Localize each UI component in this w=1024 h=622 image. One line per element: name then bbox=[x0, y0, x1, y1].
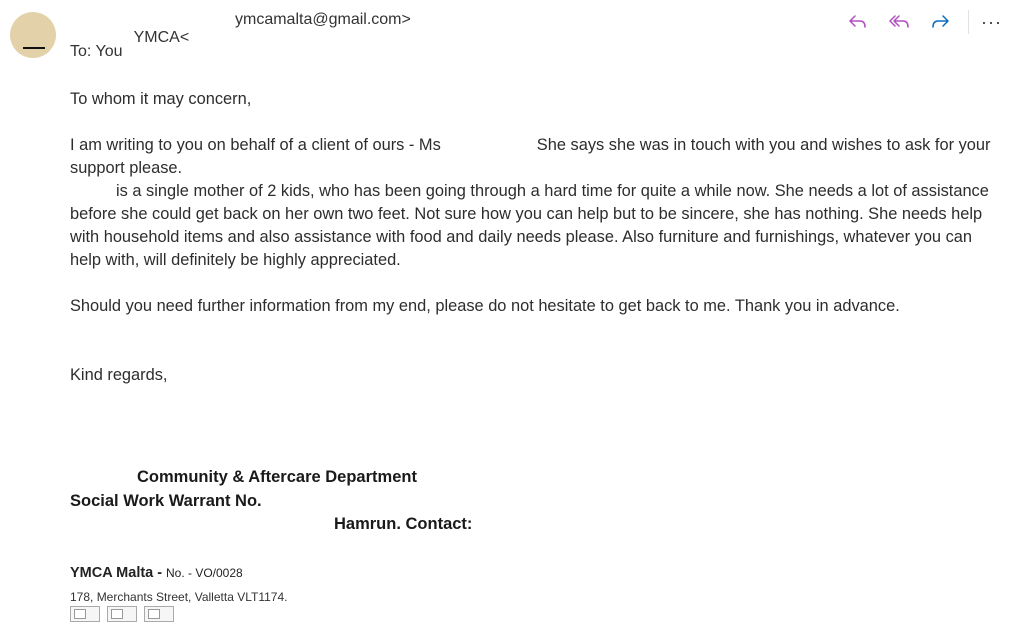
sender-line bbox=[125, 11, 411, 65]
paragraph-1-start: I am writing to you on behalf of a client of ours - Ms bbox=[70, 136, 441, 154]
image-placeholder-icon[interactable] bbox=[70, 606, 100, 622]
recipient-line bbox=[70, 43, 123, 61]
more-icon[interactable]: ··· bbox=[981, 11, 1002, 32]
forward-icon bbox=[931, 13, 951, 31]
to-value: You bbox=[95, 43, 123, 60]
signature-department: Community & Aftercare Department bbox=[137, 468, 417, 486]
sender-email[interactable]: ymcamalta@gmail.com> bbox=[235, 11, 411, 28]
signature-images bbox=[70, 606, 181, 622]
paragraph-2 bbox=[70, 180, 1005, 272]
paragraph-3: Should you need further information from my end, please do not hesitate to get back to me. Thank you in advance. bbox=[70, 297, 900, 315]
reply-all-button[interactable] bbox=[888, 11, 910, 33]
closing: Kind regards, bbox=[70, 366, 168, 384]
signature-contact: Hamrun. Contact: bbox=[334, 515, 473, 533]
reply-all-icon bbox=[888, 13, 910, 31]
actions-divider bbox=[968, 10, 969, 34]
image-placeholder-icon[interactable] bbox=[107, 606, 137, 622]
message-actions bbox=[826, 10, 1002, 34]
message-body bbox=[70, 88, 1005, 387]
org-address: 178, Merchants Street, Valletta VLT1174. bbox=[70, 590, 288, 604]
avatar-mark bbox=[23, 47, 45, 49]
sender-name: YMCA< bbox=[133, 29, 190, 46]
image-placeholder-icon[interactable] bbox=[144, 606, 174, 622]
sender-avatar bbox=[10, 12, 56, 58]
reply-button[interactable] bbox=[846, 11, 868, 33]
forward-button[interactable] bbox=[930, 11, 952, 33]
paragraph-1 bbox=[70, 134, 1005, 180]
paragraph-2-text: is a single mother of 2 kids, who has been going through a hard time for quite a while now. She needs a lot of assistance before she could get back on her own two feet. Not sure how you can help but to be sincere, she has nothing. She needs help with household items and also assistance with food and daily needs please. Also furniture and furnishings, whatever you can help with, will definitely be highly appreciated. bbox=[70, 182, 989, 269]
paragraph-1-end: She says she was in touch with you and wishes to ask for your support please. bbox=[70, 136, 991, 177]
organization-line bbox=[70, 564, 243, 581]
reply-icon bbox=[847, 13, 867, 31]
greeting: To whom it may concern, bbox=[70, 90, 252, 108]
to-label: To: bbox=[70, 43, 92, 60]
signature-warrant: Social Work Warrant No. bbox=[70, 492, 262, 510]
org-name: YMCA Malta - bbox=[70, 565, 163, 581]
org-number: No. - VO/0028 bbox=[166, 566, 243, 580]
